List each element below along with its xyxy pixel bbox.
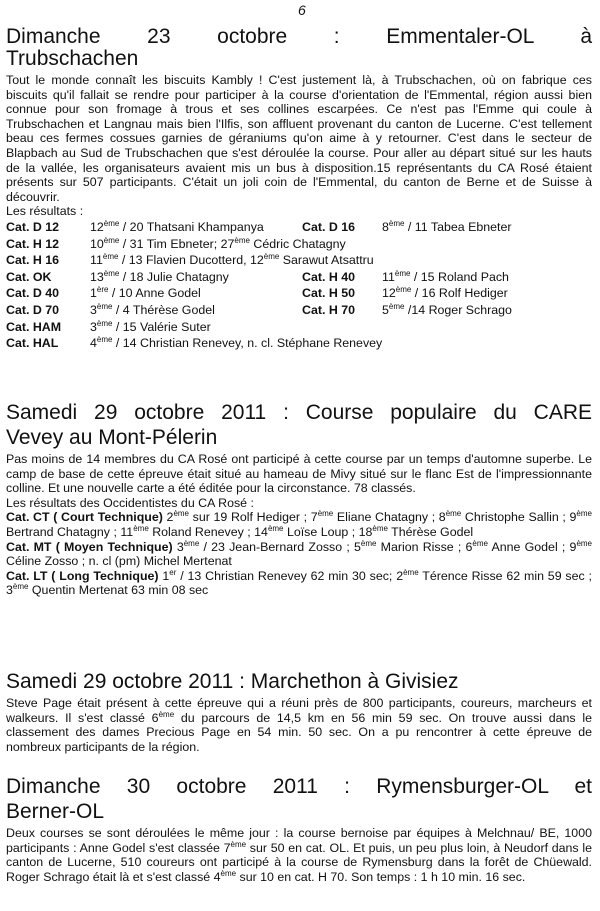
results-label: Les résultats : bbox=[6, 204, 84, 219]
result-detail: 4ème / 14 Christian Renevey, n. cl. Stéphane Renevey bbox=[90, 335, 383, 351]
result-detail: 5ème /14 Roger Schrago bbox=[382, 301, 512, 317]
result-detail: 11ème / 15 Roland Pach bbox=[382, 268, 509, 284]
results-lt: Cat. LT ( Long Technique) 1er / 13 Christian Renevey 62 min 30 sec; 2ème Térence Risse 62 min 59 sec ; 3ème Quentin Mertenat 63 min 08 sec bbox=[6, 567, 592, 598]
result-detail: 3ème / 4 Thérèse Godel bbox=[90, 301, 215, 317]
section-title: Samedi 29 octobre 2011 : Course populaire du CARE bbox=[6, 401, 592, 424]
result-category: Cat. D 70 bbox=[6, 302, 60, 317]
result-row bbox=[6, 319, 592, 336]
result-detail: 10ème / 31 Tim Ebneter; 27ème Cédric Chatagny bbox=[90, 235, 346, 251]
result-detail: 12ème / 16 Rolf Hediger bbox=[382, 285, 508, 301]
category-label: Cat. LT ( Long Technique) bbox=[6, 568, 159, 583]
section-title-continued: Trubschachen bbox=[6, 47, 139, 70]
section-title: Dimanche 23 octobre : Emmentaler-OL à bbox=[6, 25, 592, 48]
result-category: Cat. D 12 bbox=[6, 219, 60, 234]
section-title: Samedi 29 octobre 2011 : Marchethon à Givisiez bbox=[6, 670, 459, 693]
result-row bbox=[6, 252, 592, 269]
result-row bbox=[6, 219, 592, 236]
result-category: Cat. OK bbox=[6, 269, 52, 284]
result-row bbox=[6, 285, 592, 302]
section-title: Dimanche 30 octobre 2011 : Rymensburger-OL et bbox=[6, 775, 592, 798]
page-number: 6 bbox=[298, 2, 306, 18]
result-category: Cat. H 40 bbox=[302, 269, 356, 284]
result-category: Cat. H 12 bbox=[6, 236, 60, 251]
result-category: Cat. H 70 bbox=[302, 302, 356, 317]
section-title-continued: Vevey au Mont-Pélerin bbox=[6, 426, 218, 449]
results-table bbox=[6, 219, 592, 352]
category-label: Cat. CT ( Court Technique) bbox=[6, 510, 163, 525]
category-label: Cat. MT ( Moyen Technique) bbox=[6, 539, 173, 554]
section-marchethon bbox=[6, 671, 592, 754]
section-body: Tout le monde connaît les biscuits Kambly ! C'est justement là, à Trubschachen, où on fabrique ces biscuits qu'il fallait se rendre pour participer à la course d'orientation de l'Emmental, région aussi bien connue pour son fromage à trous et ses collines escarpées. Ce n'est pas l'Emme qui coule à Trubschachen et Langnau mais bien l'Ilfis, son affluent provenant du canton de Lucerne. C'est tellement beau ces fermes cossues garnies de géraniums qu'on aime à y retourner. C'est dans le secteur de Blapbach au Sud de Trubschachen que s'est déroulée la course. Pour aller au départ situé sur les hauts de la vallée, les organisateurs avaient mis un bus à disposition.15 représentants du CA Rosé étaient présents sur 507 participants. C'était un joli coin de l'Emmental, du canton de Berne et de Suisse à découvrir. bbox=[6, 73, 592, 204]
result-detail: 1ère / 10 Anne Godel bbox=[90, 285, 201, 301]
result-category: Cat. D 40 bbox=[6, 286, 60, 301]
result-detail: 13ème / 18 Julie Chatagny bbox=[90, 268, 229, 284]
results-ct: Cat. CT ( Court Technique) 2ème sur 19 Rolf Hediger ; 7ème Eliane Chatagny ; 8ème Christophe Sallin ; 9ème Bertrand Chatagny ; 11ème Roland Renevey ; 14ème Loïse Loup ; 18ème Thérèse Godel bbox=[6, 509, 592, 539]
result-row bbox=[6, 335, 592, 352]
result-detail: 8ème / 11 Tabea Ebneter bbox=[382, 218, 512, 234]
result-category: Cat. HAM bbox=[6, 319, 62, 334]
results-mt: Cat. MT ( Moyen Technique) 3ème / 23 Jean-Bernard Zosso ; 5ème Marion Risse ; 6ème Anne Godel ; 9ème Céline Zosso ; n. cl (pm) Michel Mertenat bbox=[6, 538, 592, 569]
result-category: Cat. H 16 bbox=[6, 253, 60, 268]
result-category: Cat. D 16 bbox=[302, 219, 356, 234]
result-row bbox=[6, 236, 592, 253]
results-intro: Les résultats des Occidentistes du CA Rosé : bbox=[6, 495, 254, 510]
result-category: Cat. H 50 bbox=[302, 286, 356, 301]
section-body: Pas moins de 14 membres du CA Rosé ont participé à cette course par un temps d'automne superbe. Le camp de base de cette épreuve était situé au hameau de Mivy situé sur le flanc Est de l'impressionnante colline. Et une nouvelle carte a été éditée pour la circonstance. 78 classés. bbox=[6, 452, 592, 496]
section-care-vevey bbox=[6, 402, 592, 598]
result-detail: 11ème / 13 Flavien Ducotterd, 12ème Sarawut Atsattru bbox=[90, 252, 374, 268]
result-detail: 3ème / 15 Valérie Suter bbox=[90, 318, 211, 334]
section-rymensburger-ol bbox=[6, 776, 592, 884]
section-title-continued: Berner-OL bbox=[6, 800, 105, 823]
result-row bbox=[6, 302, 592, 319]
section-emmentaler-ol bbox=[6, 26, 592, 352]
section-body: Deux courses se sont déroulées le même jour : la course bernoise par équipes à Melchnau/ BE, 1000 participants : Anne Godel s'est classée 7ème sur 50 en cat. OL. Et puis, un peu plus loin, à Neudorf dans le canton de Lucerne, 510 coureurs ont participé à la course de Rymensburg dans la forêt de Chüewald. Roger Schrago était là et s'est classé 4ème sur 10 en cat. H 70. Son temps : 1 h 10 min. 16 sec. bbox=[6, 826, 592, 884]
result-detail: 12ème / 20 Thatsani Khampanya bbox=[90, 218, 264, 234]
result-category: Cat. HAL bbox=[6, 336, 59, 351]
section-body: Steve Page était présent à cette épreuve qui a réuni près de 800 participants, coureurs, marcheurs et walkeurs. Il s'est classé 6ème du parcours de 14,5 km en 56 min 59 sec. On trouve aussi dans le classement des dames Precious Page en 54 min. 50 sec. On a pu rencontrer à cette épreuve de nombreux participants de la région. bbox=[6, 696, 593, 754]
result-row bbox=[6, 269, 592, 286]
